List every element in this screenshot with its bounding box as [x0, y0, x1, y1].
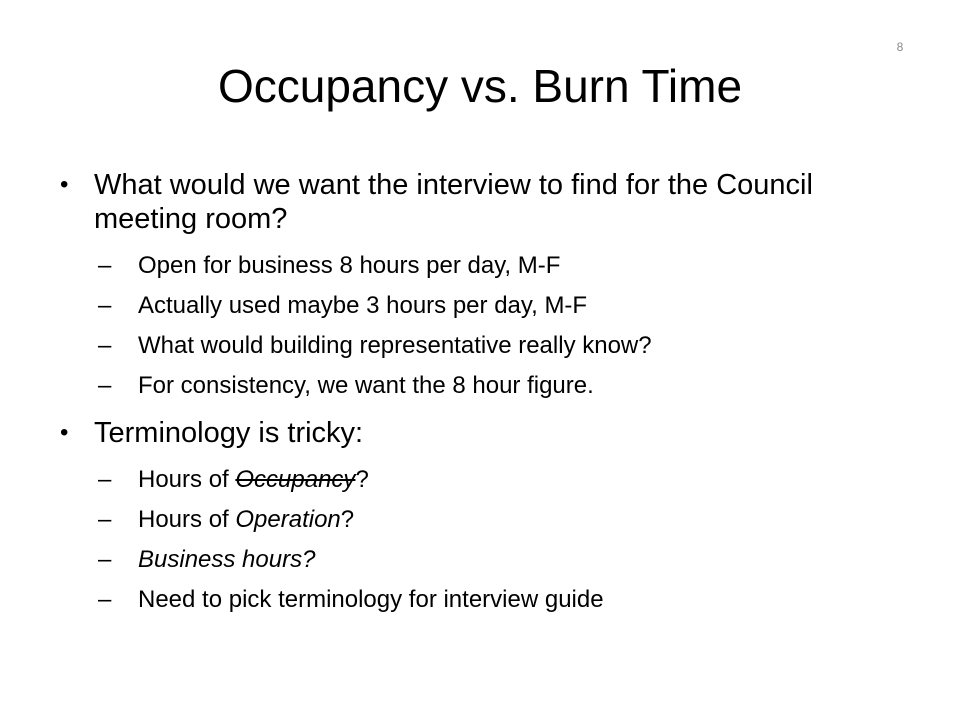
- sub-bullet: [94, 466, 910, 494]
- sub-bullet: [94, 292, 910, 320]
- sub-bullet-text-prefix: Hours of: [138, 466, 236, 493]
- sub-bullet: [94, 506, 910, 534]
- sub-bullet: [94, 546, 910, 574]
- slide-title: Occupancy vs. Burn Time: [217, 60, 743, 112]
- dash-icon: –: [98, 252, 112, 279]
- sub-bullet-list: [94, 466, 910, 614]
- dash-icon: –: [98, 466, 112, 493]
- bullet-point-1: [60, 168, 910, 400]
- italic-term: Operation: [235, 506, 341, 533]
- sub-bullet-text: What would building representative really know?: [138, 332, 652, 359]
- sub-bullet-text-suffix: ?: [302, 546, 316, 573]
- sub-bullet: [94, 332, 910, 360]
- sub-bullet-text-prefix: Hours of: [138, 506, 236, 533]
- sub-bullet-text: Actually used maybe 3 hours per day, M-F: [138, 292, 588, 319]
- sub-bullet-list: [94, 252, 910, 400]
- struck-term: Occupancy: [235, 466, 356, 493]
- dash-icon: –: [98, 586, 112, 613]
- sub-bullet: [94, 372, 910, 400]
- bullet-list: [60, 168, 910, 630]
- dash-icon: –: [98, 332, 112, 359]
- sub-bullet-text-suffix: ?: [355, 466, 369, 493]
- bullet-icon: •: [60, 419, 69, 446]
- sub-bullet-text: For consistency, we want the 8 hour figure.: [138, 372, 594, 399]
- bullet-point-text: Terminology is tricky:: [94, 417, 364, 449]
- dash-icon: –: [98, 372, 112, 399]
- dash-icon: –: [98, 292, 112, 319]
- bullet-point-2: [60, 416, 910, 614]
- sub-bullet: [94, 252, 910, 280]
- bullet-point-text: What would we want the interview to find for the Council meeting room?: [94, 169, 813, 235]
- dash-icon: –: [98, 506, 112, 533]
- italic-term: Business hours: [138, 546, 303, 573]
- sub-bullet-text-suffix: ?: [340, 506, 355, 533]
- sub-bullet: [94, 586, 910, 614]
- sub-bullet-text: Open for business 8 hours per day, M-F: [138, 252, 561, 279]
- sub-bullet-text: Need to pick terminology for interview guide: [138, 586, 604, 613]
- dash-icon: –: [98, 546, 112, 573]
- bullet-icon: •: [60, 171, 69, 198]
- page-number: 8: [896, 40, 904, 54]
